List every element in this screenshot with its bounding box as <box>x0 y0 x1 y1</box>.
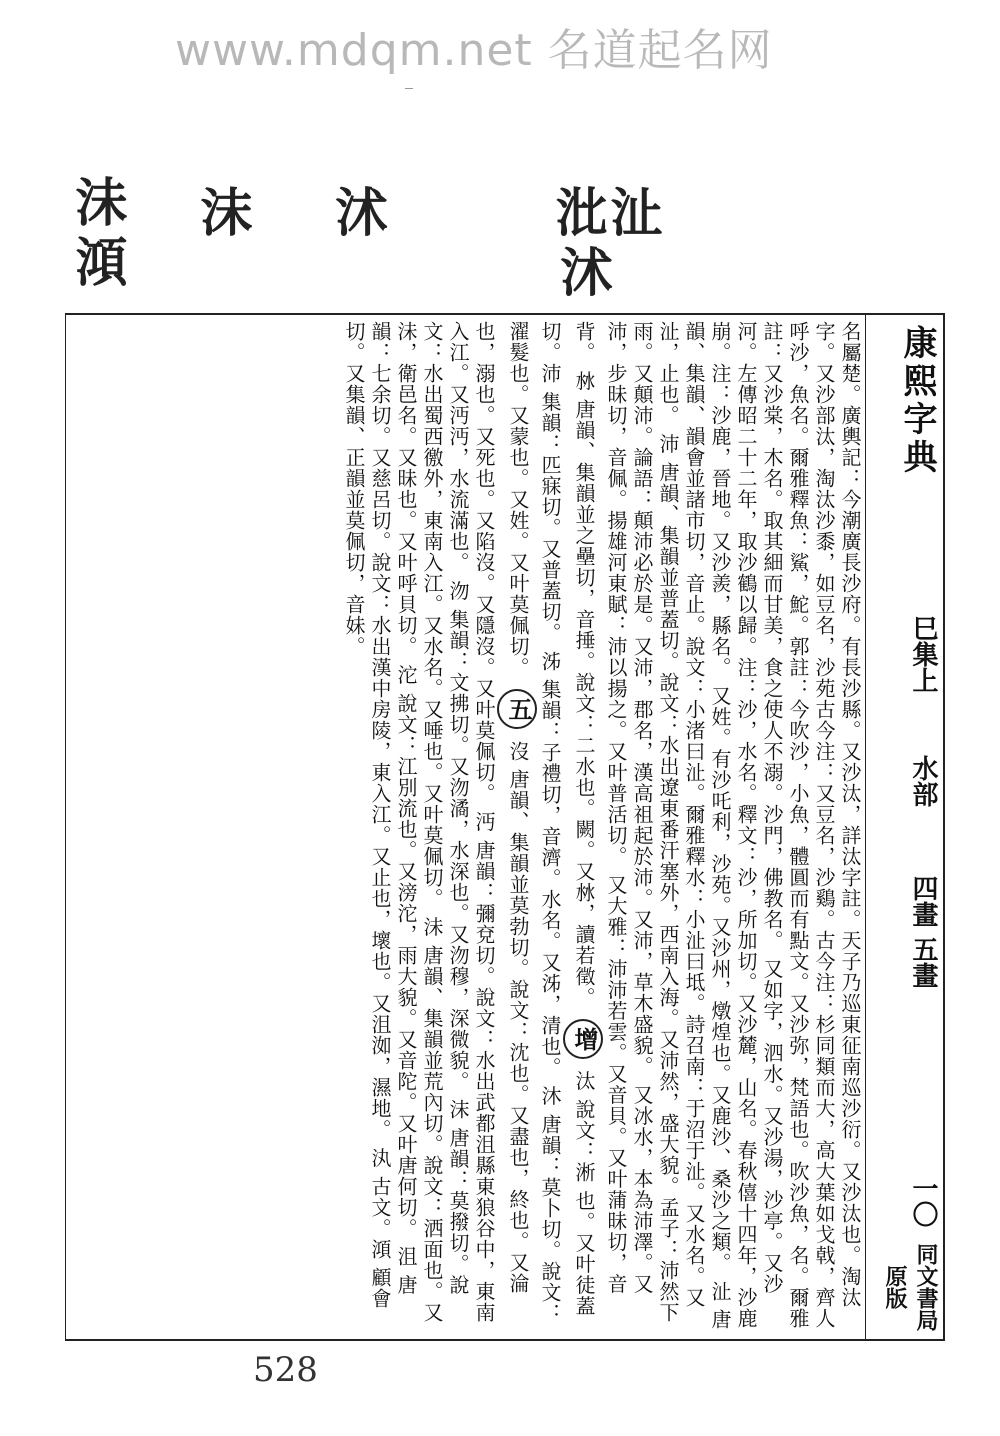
seal-char: 沬 <box>66 175 127 227</box>
dictionary-title: 康熙字典 <box>897 325 937 477</box>
entry-text: 又冰水，本為沛澤。又沛，步昧切，音佩。揚雄河東賦：沛以揚之。又叶普活切。 <box>604 321 654 1295</box>
page-number: 528 <box>253 1350 318 1390</box>
entry-text: 沚 唐韻、集韻、韻會並諸市切，音止。說文：小渚曰沚。爾雅釋水：小沚曰坻。詩召南：于沼于沚。又水名。又沚，止也。 <box>656 321 732 1331</box>
entry-text: 汰 說文：淅 也。又叶徒蓋切。沛 集韻：匹寐切。又普蓋切。 <box>538 321 596 1317</box>
seal-char: 沭 <box>326 185 387 237</box>
seal-char: 澒 <box>66 235 127 287</box>
entry-text: 沫 唐韻：莫撥切。說文：水出蜀西徼外，東南入江。又水名。又唾也。又叶莫佩切。 <box>420 321 470 1296</box>
dash-mark <box>405 88 413 89</box>
entry-text: 沐 唐韻：莫卜切。說文：濯髮也。又蒙也。又姓。又叶莫佩切。 <box>506 321 562 1324</box>
entry-text: 又姓。有沙吒利，沙苑。又沙州，燉煌也。又鹿沙、桑沙之類。 <box>708 685 732 1274</box>
entry-text: 沛 唐韻、集韻並普蓋切。說文：水出遼東番汗塞外，西南入海。又沛然，盛大貌。孟子：沛然下雨。又顛沛。論語：顛沛必於是。又沛，郡名，漢高祖起於沛。又沛，草木盛貌。 <box>630 321 680 1323</box>
stroke-label: 四畫 五畫 <box>908 875 938 989</box>
entry-text: 名屬楚。廣輿記：今潮廣長沙府。有長沙縣。又沙汰，詳汰字註。天子乃巡東征南巡沙衍。又沙汰也。淘汰字。又沙部汰，淘汰沙黍，如豆名，沙苑古今注：又豆名，沙鷄。古今注：杉同類而大，高大葉如戈戟，齊人呼沙，魚名。爾雅釋魚：鯊，鮀。郭註：今吹沙，小魚，體圓而有點文。又沙弥，梵語也。吹沙魚，名。爾雅註：又沙棠，木名。取其細而甘美，食之使人不溺。沙門，佛教名。 <box>760 321 862 1329</box>
entry-text: 沱 說文：江別流也。又滂沱，雨大貌。又音陀。又叶唐何切。 <box>394 664 418 1239</box>
entry-text: 沔 唐韻：彌兗切。說文：水出武都沮縣東狼谷中，東南入江。又沔沔，水流滿也。 <box>446 321 496 1323</box>
entry-text: 沮 唐韻：七余切。又慈呂切。說文：水出漢中房陵，東入江。又止也，壞也。又沮洳，濕地。 <box>368 321 418 1296</box>
entry-text: 又如字，泗水。又沙湯，沙亭。又沙河。左傳昭二十二年，取沙鶴以歸。注：沙，水名。釋文：沙，所加切。又沙麓，山名。春秋僖十四年，沙鹿崩。注：沙鹿，晉地。又沙羨，縣名。 <box>708 321 784 1329</box>
dictionary-columns <box>73 321 863 1333</box>
seal-char: 沘 <box>546 185 607 237</box>
margin-strip <box>865 313 945 1341</box>
entry-text: 沝 唐韻、集韻並之壘切，音捶。說文：二水也。闕。又沝，讀若徵。 <box>572 370 596 1008</box>
page-sub-label: 一〇 <box>908 1175 938 1227</box>
entry-text: 又大雅：沛沛若雲。又音貝。又叶蒲昧切，音背。 <box>572 321 628 1295</box>
volume-label: 巳集上 <box>908 615 938 693</box>
entry-text: 沒 唐韻、集韻並莫勃切。說文：沈也。又盡也，終也。又淪也，溺也。又死也。又陷沒。又隱沒。又叶莫佩切。 <box>472 321 530 1295</box>
seal-char: 沭 <box>551 245 612 297</box>
radical-label: 水部 <box>908 755 938 807</box>
seal-char: 沫 <box>191 185 252 237</box>
entry-text: 沬 唐韻、集韻並荒內切。說文：洒面也。又沬，衛邑名。又昧也。又叶呼貝切。 <box>394 321 444 1323</box>
watermark-text: www.mdqm.net 名道起名网 <box>175 25 773 76</box>
stroke-count-circle: 五 <box>497 689 537 729</box>
stroke-count-circle: 增 <box>563 1019 603 1059</box>
entry-text: 沕 集韻：文拂切。又沕潏，水深也。又沕穆，深微貌。 <box>446 580 470 1092</box>
entry-text: 泲 集韻：子禮切，音濟。水名。又泲，清也。 <box>538 650 562 1079</box>
seal-script-row <box>60 175 940 310</box>
dictionary-text-frame <box>65 313 865 1341</box>
publisher-label: 同文書局原版 <box>882 1243 939 1331</box>
seal-char: 沚 <box>601 185 662 237</box>
entry-text: 汍 古文。澒 顧會切。又集韻、正韻並莫佩切，音妹。 <box>342 321 392 1310</box>
